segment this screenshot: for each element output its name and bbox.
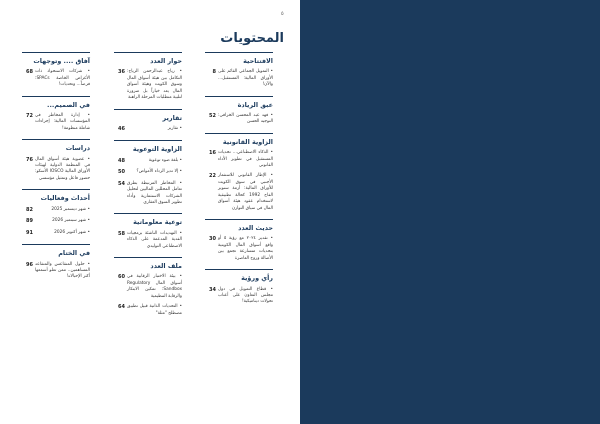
toc-entry[interactable] xyxy=(22,207,90,215)
entry-page-number: 34 xyxy=(209,286,216,293)
toc-section xyxy=(22,189,90,237)
toc-section xyxy=(114,52,182,102)
toc-section xyxy=(114,257,182,317)
entry-page-number: 48 xyxy=(118,157,125,164)
section-title: توعية معلوماتية xyxy=(133,218,182,227)
toc-entry[interactable] xyxy=(22,113,90,132)
entry-title: • شهر أكتوبر 2026 xyxy=(54,229,90,235)
section-title: الافتتاحية xyxy=(243,57,273,65)
blue-panel xyxy=(300,0,600,424)
entry-page-number: 68 xyxy=(26,69,33,76)
toc-section xyxy=(22,52,90,89)
toc-entry[interactable] xyxy=(22,69,90,88)
toc-entry[interactable] xyxy=(114,274,182,300)
toc-section xyxy=(22,139,90,182)
section-title: حديث العدد xyxy=(238,224,273,233)
toc-section xyxy=(205,133,273,212)
toc-entry[interactable] xyxy=(205,173,273,212)
toc-entry[interactable] xyxy=(22,230,90,238)
toc-section xyxy=(205,269,273,306)
section-title: آفاق .... وتوجهات xyxy=(33,57,90,65)
toc-entry[interactable] xyxy=(205,287,273,306)
toc-entry[interactable] xyxy=(114,158,182,166)
entry-page-number: 16 xyxy=(209,150,216,157)
toc-column xyxy=(22,52,90,288)
toc-section xyxy=(114,140,182,206)
section-title: ملف العدد xyxy=(150,262,182,271)
section-title: الزاوية التوعوية xyxy=(132,145,182,154)
toc-entry[interactable] xyxy=(114,169,182,177)
entry-page-number: 76 xyxy=(26,156,33,163)
toc-entry[interactable] xyxy=(22,157,90,183)
entry-title: • التهديدات الناشئة برمجيات الفدية المدعمة على الذكاء الاصطناعي التوليدي xyxy=(127,230,182,249)
entry-page-number: 89 xyxy=(26,218,33,225)
entry-title: • تقدير ٢٠٢٤ مع رؤية ٥ أو واقع أسواق المال الكويتية بتحديات متسارعة تجمع بين الأصالة وروح العاصرة xyxy=(218,236,273,261)
toc-column xyxy=(205,52,273,313)
entry-page-number: 54 xyxy=(118,180,125,187)
entry-page-number: 96 xyxy=(26,261,33,268)
entry-title: • تقارير xyxy=(167,125,182,131)
entry-page-number: 64 xyxy=(118,304,125,311)
toc-column xyxy=(114,52,182,324)
entry-page-number: 50 xyxy=(118,169,125,176)
entry-title: • شركات الاستحواذ ذات الأغراض الخاصة SPACs: فرصاً... وتحديات! xyxy=(35,69,90,88)
entry-page-number: 72 xyxy=(26,112,33,119)
toc-entry[interactable] xyxy=(205,113,273,126)
toc-section xyxy=(114,213,182,250)
toc-entry[interactable] xyxy=(114,69,182,101)
section-title: رأي ورؤية xyxy=(241,274,273,283)
entry-page-number: 82 xyxy=(26,206,33,213)
toc-entry[interactable] xyxy=(114,304,182,317)
toc-section xyxy=(205,52,273,89)
entry-title: • حلول المتقاعس والمتقاعد المساهمين.. ممن تعلو أسمعها أكثر الإحبالاه! xyxy=(35,261,90,280)
section-title: أحداث وفعاليات xyxy=(40,194,90,203)
entry-title: • شهر سبتمبر 2026 xyxy=(52,218,90,224)
section-title: حوار العدد xyxy=(150,57,182,65)
page-number: ٥ xyxy=(281,11,284,17)
toc-entry[interactable] xyxy=(205,236,273,262)
toc-entry[interactable] xyxy=(205,69,273,88)
entry-page-number: 36 xyxy=(118,69,125,76)
entry-title: • قطاع التمويل في دول مجلس التعاون على أعتاب تحولات ديناميكية! xyxy=(218,286,273,305)
entry-page-number: 8 xyxy=(212,69,216,76)
entry-title: • رياح عبدالرحمن الرياح: التكامل بين هيئة أسواق المال وسوق الكويت وهيئة أسواق المال يعد خياراً بل ضرورة لتلبية متطلبات المرحلة الراهنة xyxy=(127,69,182,101)
entry-title: • شهر ديسمبر 2025 xyxy=(51,206,90,212)
entry-title: • بلغة ضوء توعوية xyxy=(148,157,182,163)
section-title: في الصميم... xyxy=(47,100,90,109)
entry-page-number: 58 xyxy=(118,230,125,237)
toc-section xyxy=(114,109,182,134)
entry-title: • فهد عبد المحسن الخرافي: التوجيه الحسن xyxy=(218,112,273,125)
toc-entry[interactable] xyxy=(114,126,182,134)
toc-entry[interactable] xyxy=(22,262,90,281)
entry-title: • إلا تدير الرداء الأمواض؟ xyxy=(136,169,182,175)
entry-page-number: 22 xyxy=(209,173,216,180)
entry-title: • إدارة المخاطر في المؤسسات المالية: إجراءات شاملة منظومة! xyxy=(35,112,90,131)
entry-title: • الذكاء الاصطناعي... تحديات المستقبل في تطوير الأداء القانوني xyxy=(218,150,273,169)
toc-section xyxy=(22,96,90,133)
entry-title: • بيئة الاختبار الرقابية في أسواق المال Regulatory Sandbox: تمكين الابتكار والرقابة التنظيمية xyxy=(127,274,182,299)
section-title: في الختام xyxy=(58,249,90,258)
toc-entry[interactable] xyxy=(22,218,90,226)
toc-section xyxy=(205,219,273,262)
entry-title: • التمويل الجماعي القائم على الأوراق المالية: المستقبل... والآن! xyxy=(218,69,273,88)
entry-title: • الإطار القانوني للاستثمار الأجنبي في سوق الكويت للأوراق المالية: أزمة سنوير الفاح 1992 كحالة تطبيقية لاستخدام عقود هيئة أسواق المال في سياق التوازن xyxy=(218,173,273,211)
section-title: الزاوية القانونية xyxy=(222,137,273,146)
toc-section xyxy=(205,96,273,126)
entry-title: • المخاطر المرتبطة بطرق تعامل المحللين الماليين لتحليل الشركات الاستثمارية وأداء تطوير السوق العقاري xyxy=(127,180,182,205)
entry-page-number: 60 xyxy=(118,274,125,281)
page-title: المحتويات xyxy=(220,31,284,46)
entry-page-number: 46 xyxy=(118,125,125,132)
entry-page-number: 30 xyxy=(209,236,216,243)
entry-title: • عضوية هيئة أسواق المال في المنظمة الدولية لهيئات الأوراق المالية IOSCO الأسكو: حضور فاعل وتمثيل مؤسسي xyxy=(35,156,90,181)
entry-page-number: 91 xyxy=(26,229,33,236)
section-title: دراسات xyxy=(65,144,90,153)
toc-section xyxy=(22,244,90,281)
entry-title: • التحديات الذاتية قبيل تطبيق مصطلح "مثلة" xyxy=(127,304,182,316)
section-title: عبق الريادة xyxy=(237,100,273,109)
toc-entry[interactable] xyxy=(114,181,182,207)
section-title: تقارير xyxy=(162,113,182,122)
toc-entry[interactable] xyxy=(205,150,273,169)
entry-page-number: 52 xyxy=(209,112,216,119)
toc-entry[interactable] xyxy=(114,231,182,250)
